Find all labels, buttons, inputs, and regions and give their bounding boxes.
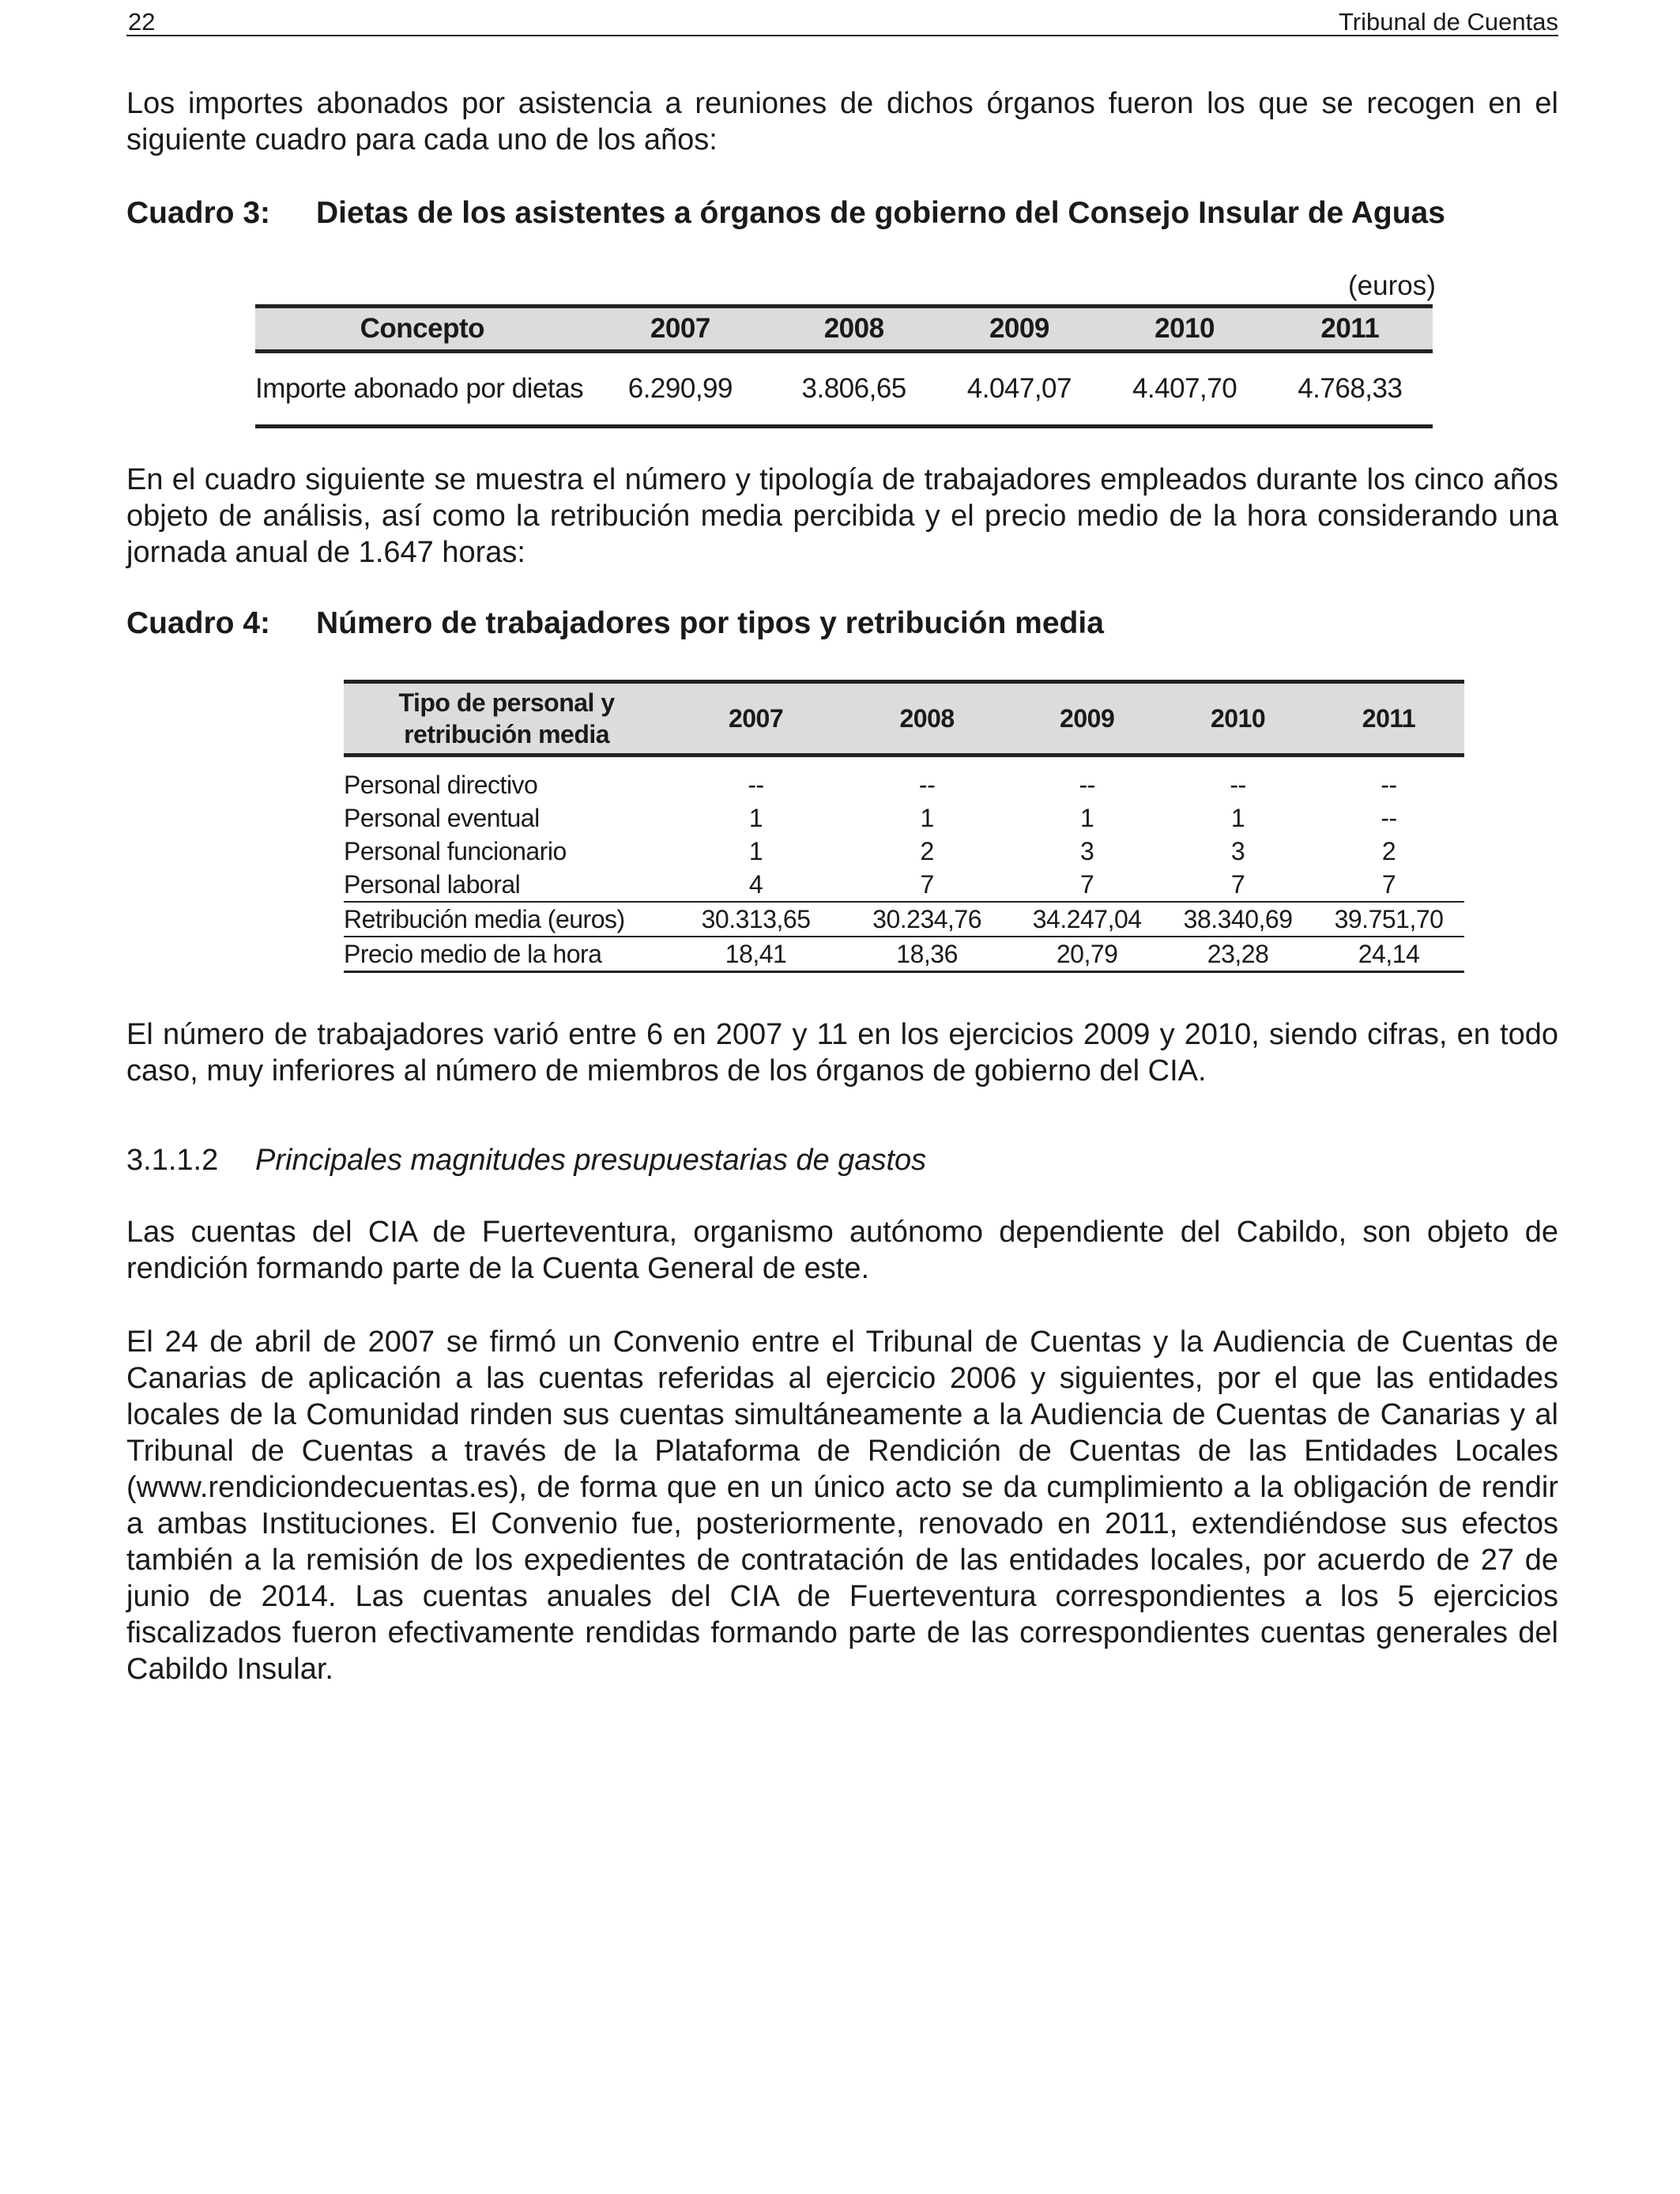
table-header-row xyxy=(344,682,1464,756)
section-number: 3.1.1.2 xyxy=(126,1144,219,1177)
column-header: 2008 xyxy=(771,307,936,352)
table-cell: -- xyxy=(1230,770,1246,799)
column-header: Concepto xyxy=(255,307,590,352)
table-cell: -- xyxy=(1079,770,1095,799)
table-cell: 1 xyxy=(748,803,763,832)
cuadro-3-label: Cuadro 3: xyxy=(126,196,271,230)
table-cell: 2 xyxy=(920,836,934,865)
table-cell: 4.407,70 xyxy=(1102,352,1267,427)
table-cell: Precio medio de la hora xyxy=(344,937,669,972)
table-cell: 30.313,65 xyxy=(669,902,842,937)
table-cell: 18,36 xyxy=(842,937,1011,972)
table-cell: 2 xyxy=(1381,836,1396,865)
cuadro-4-title: Número de trabajadores por tipos y retribución media xyxy=(316,606,1104,640)
table-cell: 1 xyxy=(1080,803,1094,832)
page-number: 22 xyxy=(128,8,156,36)
paragraph-1: Los importes abonados por asistencia a reuniones de dichos órganos fueron los que se recogen en el siguiente cuadro para cada uno de los años: xyxy=(126,87,1558,156)
table-row xyxy=(344,835,1464,868)
table-cell: 1 xyxy=(920,803,934,832)
column-header: 2007 xyxy=(669,682,842,756)
table-cell: 3 xyxy=(1080,836,1094,865)
paragraph-5: El 24 de abril de 2007 se firmó un Convenio entre el Tribunal de Cuentas y la Audiencia de Cuentas de Canarias de aplicación a las cuentas referidas al ejercicio 2006 y siguientes, por el que las entidades locales de la Comunidad rinden sus cuentas simultáneamente a la Audiencia de Cuentas de Canarias y al Tribunal de Cuentas a través de la Plataforma de Rendición de Cuentas de las Entidades Locales (www.rendiciondecuentas.es), de forma que en un único acto se da cumplimiento a la obligación de rendir a ambas Instituciones. El Convenio fue, posteriormente, renovado en 2011, extendiéndose sus efectos también a la remisión de los expedientes de contratación de las entidades locales, por acuerdo de 27 de junio de 2014. Las cuentas anuales del CIA de Fuerteventura correspondientes a los 5 ejercicios fiscalizados fueron efectivamente rendidas formando parte de las correspondientes cuentas generales del Cabildo Insular. xyxy=(126,1325,1558,1686)
column-header: 2011 xyxy=(1313,682,1464,756)
table-cell: Importe abonado por dietas xyxy=(255,352,590,427)
table-cell: 7 xyxy=(1230,869,1245,899)
table-cell: Personal laboral xyxy=(344,869,521,899)
paragraph-3: El número de trabajadores varió entre 6 en 2007 y 11 en los ejercicios 2009 y 2010, siendo cifras, en todo caso, muy inferiores al número de miembros de los órganos de gobierno del CIA. xyxy=(126,1018,1558,1088)
table-row xyxy=(344,801,1464,835)
table-cell: 1 xyxy=(748,836,763,865)
column-header: 2011 xyxy=(1268,307,1433,352)
section-title: Principales magnitudes presupuestarias de gastos xyxy=(255,1144,927,1177)
table-spacer xyxy=(344,756,1464,769)
table-cell: 34.247,04 xyxy=(1011,902,1162,937)
table-cell: -- xyxy=(1381,803,1397,832)
column-header: 2008 xyxy=(842,682,1011,756)
table-cell: -- xyxy=(1381,770,1397,799)
table-cell: 4.047,07 xyxy=(936,352,1102,427)
table-row xyxy=(344,937,1464,972)
paragraph-2: En el cuadro siguiente se muestra el número y tipología de trabajadores empleados durante los cinco años objeto de análisis, así como la retribución media percibida y el precio medio de la hora considerando una jornada anual de 1.647 horas: xyxy=(126,463,1558,569)
table-cell: Personal eventual xyxy=(344,803,540,832)
table-cell: 4.768,33 xyxy=(1268,352,1433,427)
table-cell: 7 xyxy=(1381,869,1396,899)
column-header: Tipo de personal y retribución media xyxy=(344,682,669,756)
table-cell: 38.340,69 xyxy=(1162,902,1313,937)
table-cell: 39.751,70 xyxy=(1313,902,1464,937)
page-header xyxy=(126,5,1558,36)
cuadro-4-table xyxy=(344,680,1464,973)
table-cell: 20,79 xyxy=(1011,937,1162,972)
header-organization: Tribunal de Cuentas xyxy=(1338,8,1558,36)
table-cell: 30.234,76 xyxy=(842,902,1011,937)
table-row xyxy=(344,868,1464,902)
table-cell: 3.806,65 xyxy=(771,352,936,427)
table-cell: 23,28 xyxy=(1162,937,1313,972)
table-row xyxy=(344,768,1464,801)
table-row xyxy=(344,902,1464,937)
column-header: 2007 xyxy=(590,307,771,352)
column-header: 2010 xyxy=(1162,682,1313,756)
table-cell: Retribución media (euros) xyxy=(344,902,669,937)
table-cell: 1 xyxy=(1230,803,1245,832)
table-cell: 7 xyxy=(920,869,934,899)
cuadro-4-caption xyxy=(126,606,1104,641)
table-cell: 4 xyxy=(748,869,763,899)
table-header-row xyxy=(255,307,1433,352)
table-cell: 24,14 xyxy=(1313,937,1464,972)
section-heading xyxy=(126,1144,926,1178)
table-cell: Personal funcionario xyxy=(344,836,567,865)
table-cell: -- xyxy=(918,770,936,799)
table-row xyxy=(255,352,1433,427)
table-cell: Personal directivo xyxy=(344,770,538,799)
cuadro-3-caption xyxy=(126,196,1445,231)
table-cell: 7 xyxy=(1080,869,1094,899)
table-cell: -- xyxy=(748,770,764,799)
column-header: 2010 xyxy=(1102,307,1267,352)
table-cell: 6.290,99 xyxy=(590,352,771,427)
table-cell: 3 xyxy=(1230,836,1245,865)
cuadro-4-label: Cuadro 4: xyxy=(126,606,271,640)
column-header: 2009 xyxy=(1011,682,1162,756)
table-cell: 18,41 xyxy=(669,937,842,972)
cuadro-3-table xyxy=(255,304,1433,428)
cuadro-3-title: Dietas de los asistentes a órganos de gobierno del Consejo Insular de Aguas xyxy=(316,196,1445,230)
column-header: 2009 xyxy=(936,307,1102,352)
paragraph-4: Las cuentas del CIA de Fuerteventura, organismo autónomo dependiente del Cabildo, son objeto de rendición formando parte de la Cuenta General de este. xyxy=(126,1216,1558,1285)
cuadro-3-units: (euros) xyxy=(1348,270,1436,301)
